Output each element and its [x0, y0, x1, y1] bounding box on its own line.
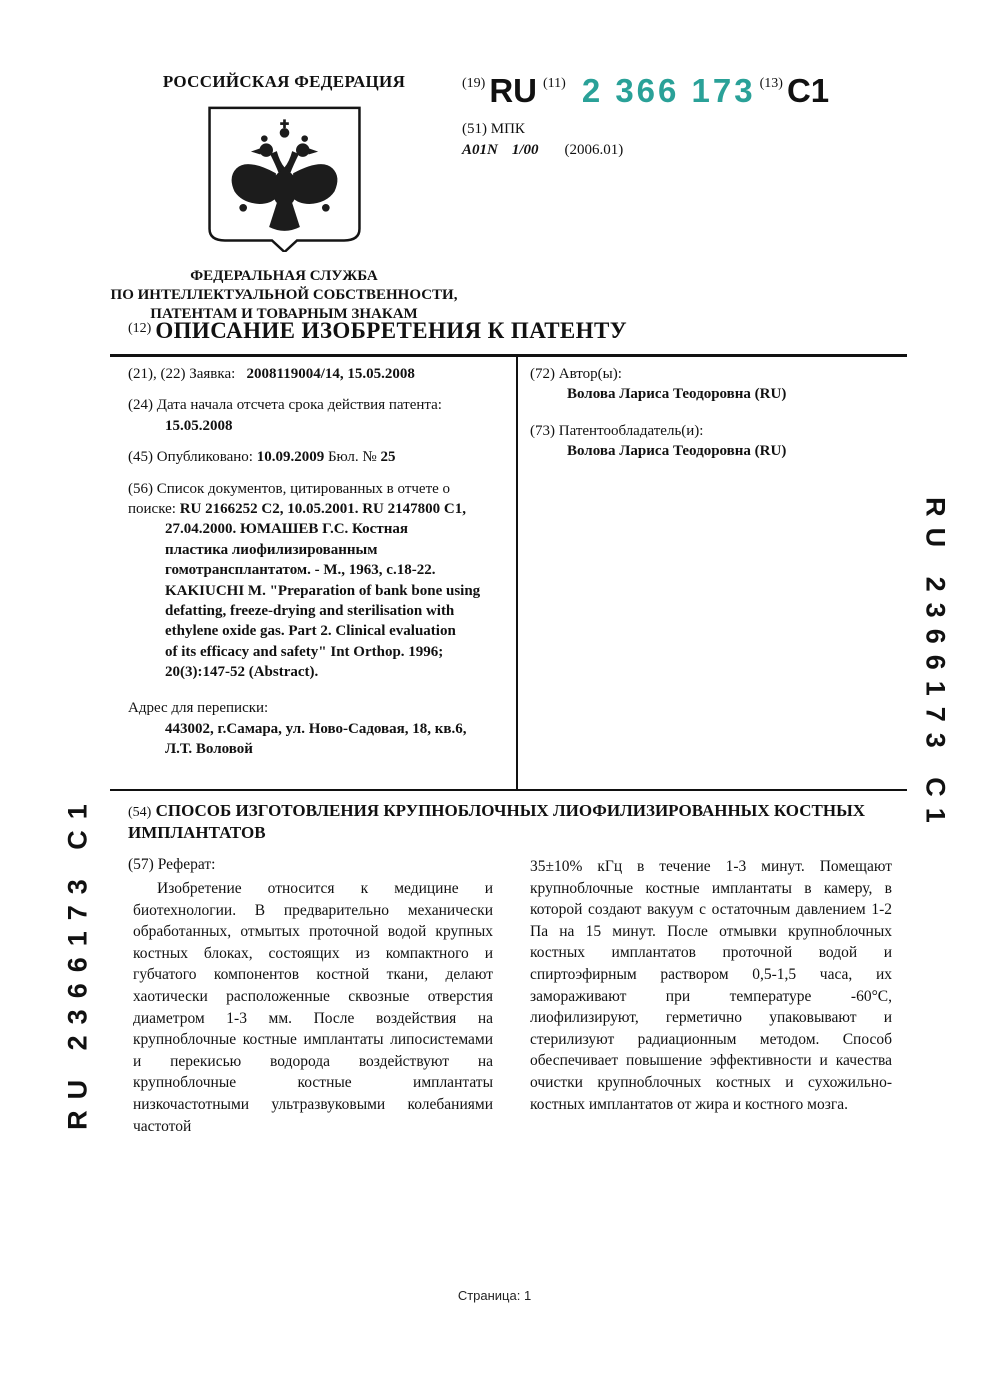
abstract-right-text: 35±10% кГц в течение 1-3 минут. Помещают крупноблочные костные имплантаты в камеру, в которой создают вакуум с остаточным давлением 1-2 Па на 15 минут. После отмывки крупноблочных костных имплантатов проточной водой и спиртоэфирным раствором 0,5-1,5 часа, их замораживают при температуре -60°С, лиофилизируют, герметично упаковывают и стерилизуют радиационным методом. Способ обеспечивает повышение эффективности и качества очистки крупноблочных костных и сухожильно-костных имплантатов от жира и костного мозга.: [530, 858, 892, 1113]
citations-line2: [128, 499, 510, 519]
citation-line: гомотрансплантатом. - М., 1963, с.18-22.: [165, 562, 436, 579]
citation-line: 20(3):147-52 (Abstract).: [165, 664, 319, 681]
citation-line: defatting, freeze-drying and sterilisation with: [165, 602, 455, 619]
citation-line: of its efficacy and safety" Int Orthop. 1996;: [165, 643, 444, 660]
agency-line-2: ПО ИНТЕЛЛЕКТУАЛЬНОЙ СОБСТВЕННОСТИ,: [110, 287, 458, 304]
abstract-left-text: Изобретение относится к медицине и биотехнологии. В предварительно механически обработанных, отмытых проточной водой крупных костных блоках, состоящих из компактного и губчатого компонентов костной ткани, делают хаотически расположенные сквозные отверстия диаметром 1-3 мм. После воздействия на крупноблочные костные имплантаты липосистемами и перекисью водорода воздействуют на крупноблочные костные имплантаты низкочастотными ультразвуковыми колебаниями частотой: [133, 880, 493, 1135]
authors-field: [530, 364, 902, 405]
application-field: [128, 364, 510, 384]
address-label: Адрес для переписки:: [128, 700, 269, 717]
ink-code-13: (13): [759, 76, 783, 91]
rule-above-title: [110, 789, 907, 791]
citations-line1: (56) Список документов, цитированных в отчете о: [128, 480, 451, 497]
holder-field: [530, 421, 902, 462]
citation-line: ethylene oxide gas. Part 2. Clinical evaluation: [165, 623, 456, 640]
publication-codes-row: [462, 74, 922, 107]
published-label: (45) Опубликовано:: [128, 449, 253, 466]
rule-under-heading: [110, 354, 907, 357]
biblio-left-column: [128, 364, 510, 771]
country-code: RU: [489, 72, 537, 109]
agency-line-1: ФЕДЕРАЛЬНАЯ СЛУЖБА: [190, 268, 378, 284]
citations-field: [128, 479, 510, 683]
start-date-label: (24) Дата начала отсчета срока действия патента:: [128, 397, 442, 414]
document-type-title: ОПИСАНИЕ ИЗОБРЕТЕНИЯ К ПАТЕНТУ: [155, 318, 627, 343]
ink-code-12: (12): [128, 321, 152, 336]
page-number-footer: Страница: 1: [457, 1288, 532, 1303]
authors-value: Волова Лариса Теодоровна (RU): [567, 386, 787, 403]
abstract-right-column: [530, 856, 892, 1115]
invention-title-block: [128, 800, 900, 845]
start-date-field: [128, 395, 510, 436]
abstract-label: (57) Реферат:: [128, 856, 216, 873]
vertical-code-left: RU 2366173 C1: [62, 793, 93, 1130]
ink-code-54: (54): [128, 805, 152, 820]
correspondence-address-field: [128, 698, 510, 759]
header-left-block: [104, 72, 464, 325]
ipc-subclass: 1/00: [511, 142, 539, 158]
holder-value: Волова Лариса Теодоровна (RU): [567, 443, 787, 460]
address-line1: 443002, г.Самара, ул. Ново-Садовая, 18, кв.6,: [165, 720, 467, 737]
vertical-code-right: RU 2366173 C1: [920, 497, 951, 834]
citations-line2-label: поиске:: [128, 500, 176, 517]
ink-code-11: (11): [543, 76, 566, 91]
holder-label: (73) Патентообладатель(и):: [530, 422, 704, 439]
ink-code-19: (19): [462, 76, 486, 91]
country-name: РОССИЙСКАЯ ФЕДЕРАЦИЯ: [162, 72, 406, 91]
document-type-heading: [128, 318, 828, 344]
citation-line: 27.04.2000. ЮМАШЕВ Г.С. Костная: [165, 521, 408, 538]
publication-number: 2 366 173: [581, 72, 756, 109]
russia-coat-of-arms-double-eagle-icon: [104, 104, 464, 257]
published-field: [128, 447, 510, 467]
ipc-classification: [462, 142, 922, 159]
agency-line-3: ПАТЕНТАМ И ТОВАРНЫМ ЗНАКАМ: [150, 306, 418, 323]
ipc-label: (51) МПК: [462, 121, 525, 137]
address-line2: Л.Т. Воловой: [165, 741, 253, 758]
header-codes-block: [462, 74, 922, 159]
kind-code: C1: [786, 72, 830, 109]
bulletin-number: 25: [380, 449, 396, 466]
application-value: 2008119004/14, 15.05.2008: [246, 366, 415, 382]
abstract-left-column: [133, 878, 493, 1137]
citation-line: пластика лиофилизированным: [165, 541, 378, 558]
start-date-value: 15.05.2008: [165, 417, 233, 434]
ipc-version: (2006.01): [564, 142, 624, 158]
bulletin-label: Бюл. №: [327, 449, 377, 466]
application-label: (21), (22) Заявка:: [128, 366, 236, 382]
agency-name: [104, 267, 464, 325]
invention-title: СПОСОБ ИЗГОТОВЛЕНИЯ КРУПНОБЛОЧНЫХ ЛИОФИЛИЗИРОВАННЫХ КОСТНЫХ ИМПЛАНТАТОВ: [128, 801, 866, 843]
biblio-column-divider: [516, 357, 518, 789]
citations-line2-value: RU 2166252 C2, 10.05.2001. RU 2147800 C1,: [179, 500, 466, 517]
ipc-class: A01N: [462, 142, 498, 158]
published-date: 10.09.2009: [256, 449, 325, 466]
citation-line: KAKIUCHI M. "Preparation of bank bone using: [165, 582, 481, 599]
authors-label: (72) Автор(ы):: [530, 366, 622, 382]
biblio-right-column: [530, 364, 902, 473]
